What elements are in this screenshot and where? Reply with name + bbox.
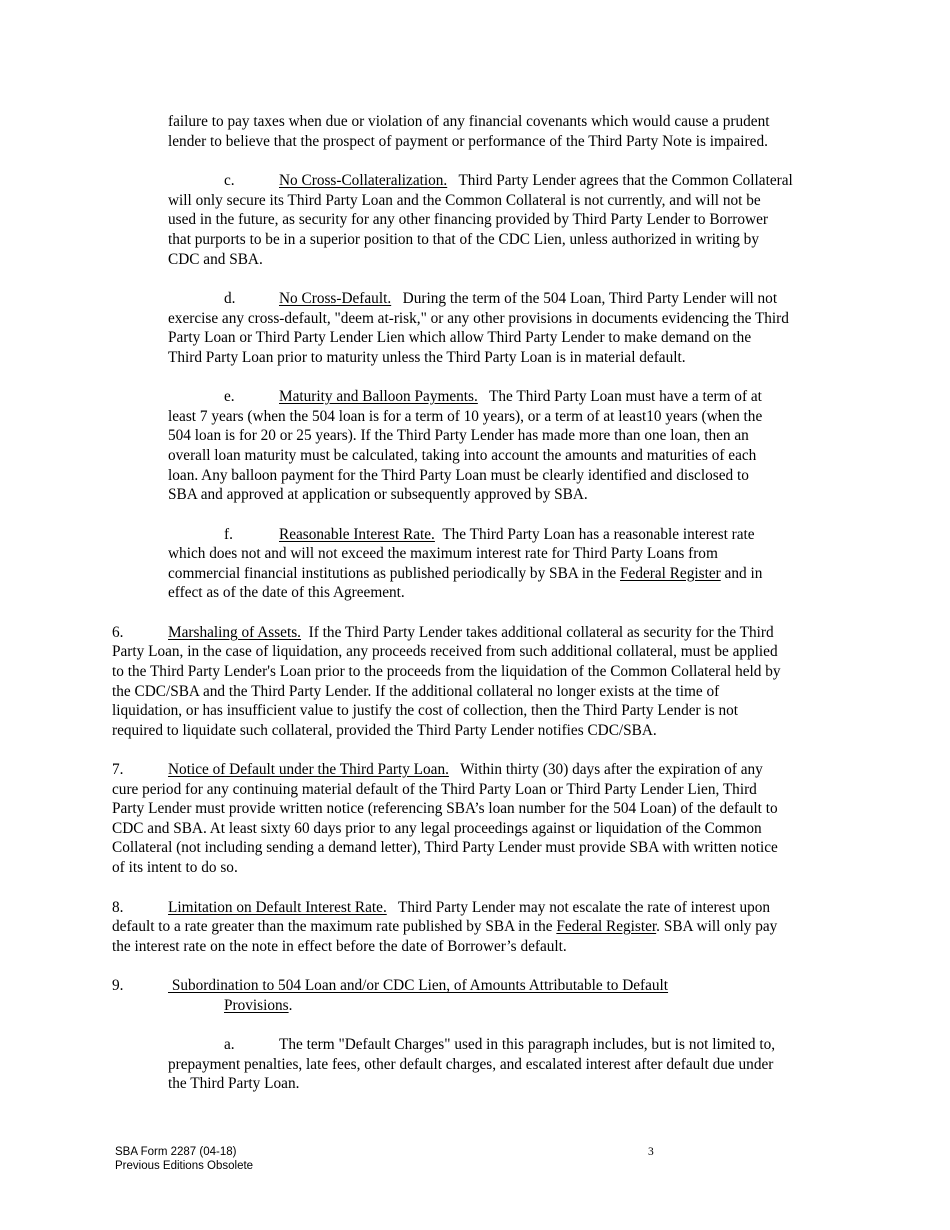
body-line: used in the future, as security for any other financing provided by Third Party Lender to Borrower: [168, 211, 768, 228]
subsection-c: [224, 171, 793, 191]
body-line: failure to pay taxes when due or violation of any financial covenants which would cause a prudent: [168, 113, 770, 130]
body-line: Party Loan or Third Party Lender Lien which allow Third Party Lender to make demand on the: [168, 329, 752, 346]
section-7: [112, 760, 763, 780]
body-line: the Third Party Loan.: [168, 1075, 300, 1092]
body-line: exercise any cross-default, "deem at-risk," or any other provisions in documents evidencing the Third: [168, 310, 789, 327]
body-text: During the term of the 504 Loan, Third Party Lender will not: [402, 290, 778, 307]
subsection-heading: No Cross-Collateralization.: [279, 172, 448, 189]
body-text: default to a rate greater than the maximum rate published by SBA in the: [112, 918, 553, 935]
body-text: . SBA will only pay: [656, 918, 778, 935]
section-heading-continued: [224, 996, 292, 1016]
body-line: required to liquidate such collateral, provided the Third Party Lender notifies CDC/SBA.: [112, 722, 657, 739]
section-heading: Notice of Default under the Third Party Loan.: [168, 761, 449, 778]
body-line: Collateral (not including sending a demand letter), Third Party Lender must provide SBA with written notice: [112, 839, 778, 856]
form-number: SBA Form 2287 (04-18): [115, 1146, 237, 1158]
section-marker: 8.: [112, 899, 124, 916]
heading-period: .: [288, 997, 293, 1014]
body-line: 504 loan is for 20 or 25 years). If the Third Party Lender has made more than one loan, then an: [168, 427, 749, 444]
subsection-marker: d.: [224, 290, 236, 307]
body-line: SBA and approved at application or subsequently approved by SBA.: [168, 486, 588, 503]
body-line: the interest rate on the note in effect before the date of Borrower’s default.: [112, 938, 567, 955]
body-line: prepayment penalties, late fees, other default charges, and escalated interest after default due under: [168, 1056, 774, 1073]
subsection-heading: No Cross-Default.: [279, 290, 392, 307]
subsection-marker: a.: [224, 1036, 235, 1053]
subsection-marker: c.: [224, 172, 235, 189]
body-line: to the Third Party Lender's Loan prior to the proceeds from the liquidation of the Common Collateral held by: [112, 663, 781, 680]
body-text: If the Third Party Lender takes additional collateral as security for the Third: [308, 624, 774, 641]
body-line: loan. Any balloon payment for the Third Party Loan must be clearly identified and disclosed to: [168, 467, 749, 484]
subsection-marker: f.: [224, 526, 233, 543]
body-line: effect as of the date of this Agreement.: [168, 584, 405, 601]
subsection-e: [224, 387, 762, 407]
editions-note: Previous Editions Obsolete: [115, 1160, 254, 1172]
subsection-d: [224, 289, 777, 309]
body-line: overall loan maturity must be calculated, taking into account the amounts and maturities of each: [168, 447, 757, 464]
section-heading: Subordination to 504 Loan and/or CDC Lien, of Amounts Attributable to Default: [168, 977, 669, 994]
body-line: the CDC/SBA and the Third Party Lender. If the additional collateral no longer exists at the time of: [112, 683, 720, 700]
federal-register-reference: Federal Register: [620, 565, 721, 582]
section-heading: Provisions: [224, 997, 289, 1014]
subsection-heading: Maturity and Balloon Payments.: [279, 388, 478, 405]
federal-register-reference: Federal Register: [556, 918, 657, 935]
section-6: [112, 623, 774, 643]
body-line: Party Lender must provide written notice (referencing SBA’s loan number for the 504 Loan) of the default to: [112, 800, 778, 817]
section-marker: 7.: [112, 761, 124, 778]
body-line: lender to believe that the prospect of payment or performance of the Third Party Note is impaired.: [168, 133, 768, 150]
subsection-a: [224, 1035, 775, 1055]
page-number: 3: [648, 1146, 654, 1158]
section-8: [112, 898, 770, 918]
body-text: Third Party Lender agrees that the Common Collateral: [458, 172, 793, 189]
body-line: Party Loan, in the case of liquidation, any proceeds received from such additional collateral, must be applied: [112, 643, 778, 660]
body-text: Third Party Lender may not escalate the rate of interest upon: [397, 899, 771, 916]
body-line: cure period for any continuing material default of the Third Party Loan or Third Party Lender Lien, Third: [112, 781, 757, 798]
subsection-heading: Reasonable Interest Rate.: [279, 526, 435, 543]
section-marker: 9.: [112, 977, 124, 994]
body-line: CDC and SBA. At least sixty 60 days prior to any legal proceedings against or liquidation of the Common: [112, 820, 762, 837]
subsection-marker: e.: [224, 388, 235, 405]
body-text: The Third Party Loan has a reasonable interest rate: [442, 526, 755, 543]
section-heading: Limitation on Default Interest Rate.: [168, 899, 387, 916]
body-line: CDC and SBA.: [168, 251, 263, 268]
body-text: Within thirty (30) days after the expiration of any: [460, 761, 763, 778]
body-text: The term "Default Charges" used in this paragraph includes, but is not limited to,: [279, 1036, 776, 1053]
body-line: that purports to be in a superior position to that of the CDC Lien, unless authorized in writing by: [168, 231, 759, 248]
section-9: [112, 976, 668, 996]
body-line: which does not and will not exceed the maximum interest rate for Third Party Loans from: [168, 545, 718, 562]
body-line: of its intent to do so.: [112, 859, 238, 876]
section-marker: 6.: [112, 624, 124, 641]
section-heading: Marshaling of Assets.: [168, 624, 301, 641]
body-line: [168, 564, 762, 584]
body-text: and in: [724, 565, 763, 582]
body-line: Third Party Loan prior to maturity unless the Third Party Loan is in material default.: [168, 349, 686, 366]
body-line: liquidation, or has insufficient value to justify the cost of collection, then the Third Party Lender is not: [112, 702, 739, 719]
body-line: [112, 917, 777, 937]
subsection-f: [224, 525, 755, 545]
body-text: commercial financial institutions as published periodically by SBA in the: [168, 565, 617, 582]
body-text: The Third Party Loan must have a term of at: [489, 388, 762, 405]
body-line: least 7 years (when the 504 loan is for a term of 10 years), or a term of at least10 years (when the: [168, 408, 763, 425]
body-line: will only secure its Third Party Loan and the Common Collateral is not currently, and will not be: [168, 192, 761, 209]
